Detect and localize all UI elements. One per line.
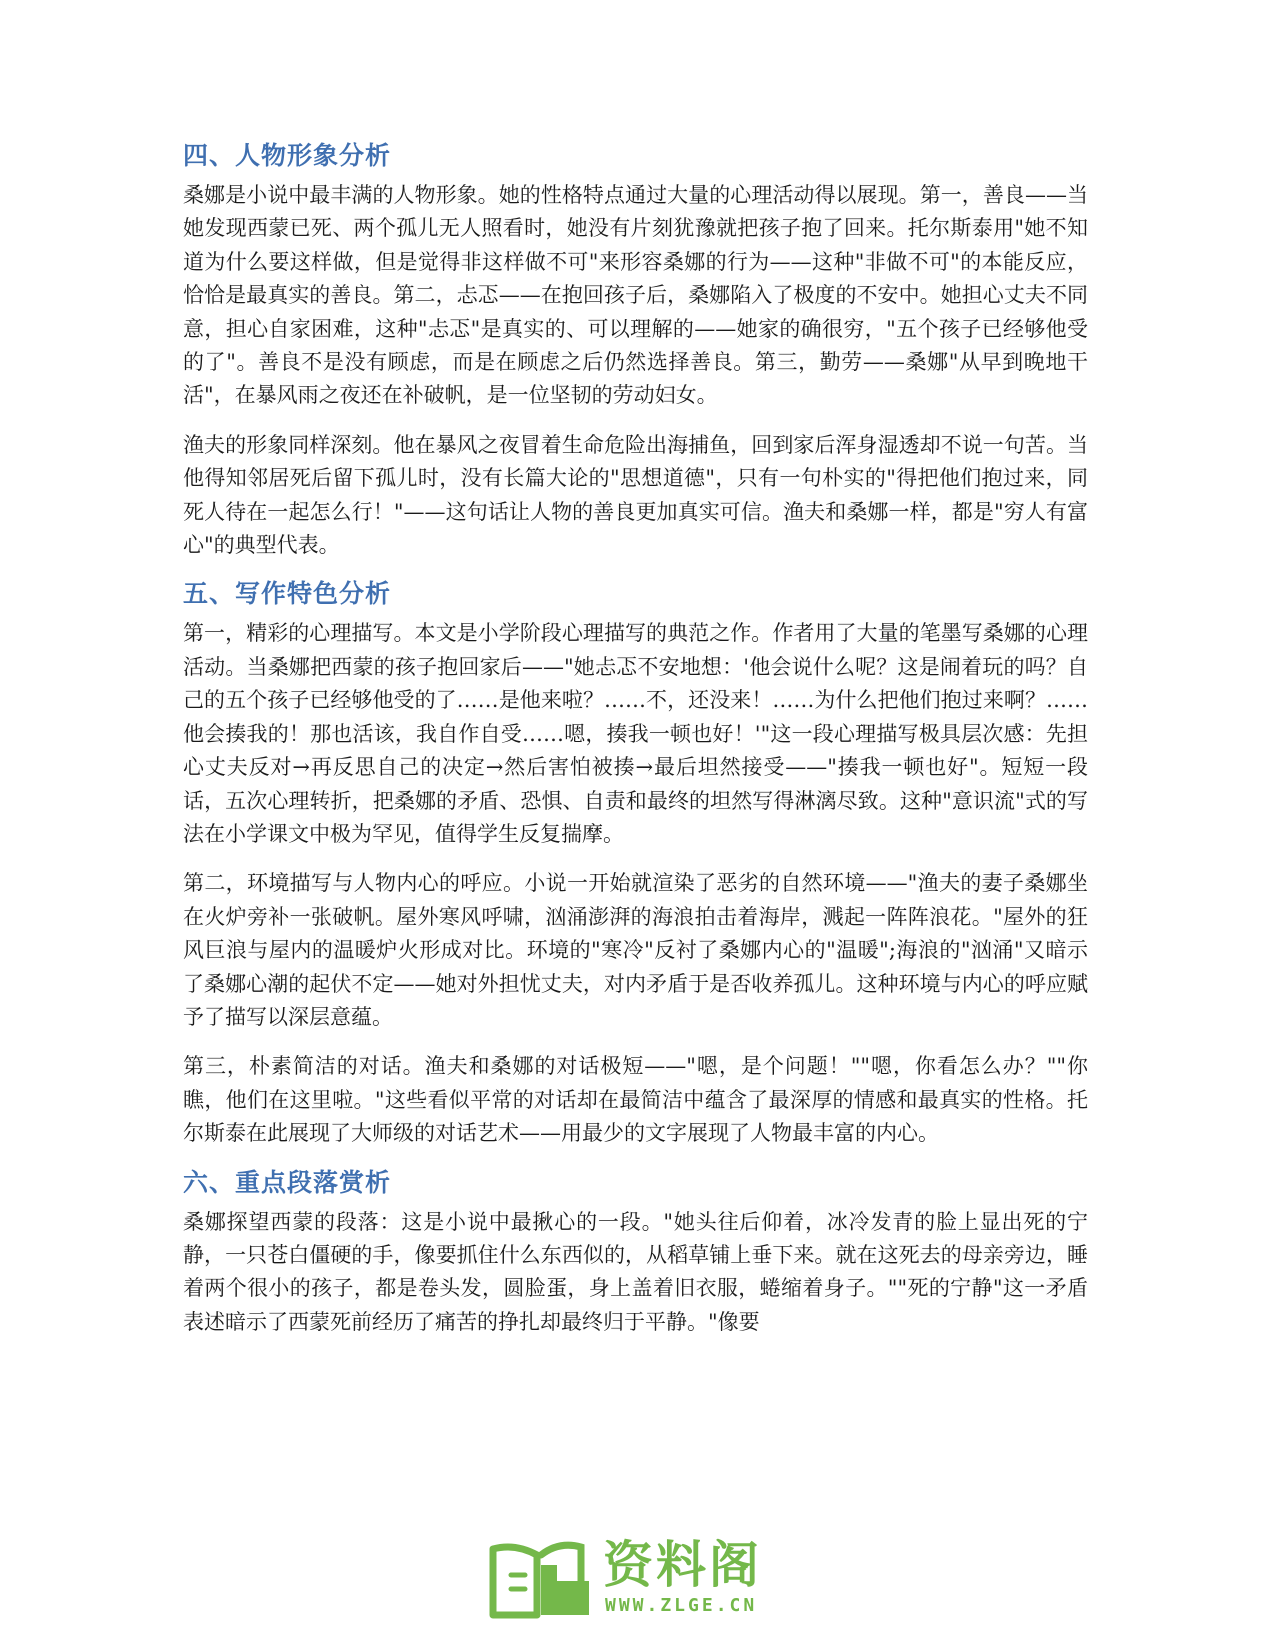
section-heading-character-analysis: 四、人物形象分析 bbox=[183, 141, 392, 170]
logo-name: 资料阁 bbox=[603, 1536, 762, 1594]
paragraph-fisherman: 渔夫的形象同样深刻。他在暴风之夜冒着生命危险出海捕鱼，回到家后浑身湿透却不说一句苦。当他得知邻居死后留下孤儿时，没有长篇大论的"思想道德"，只有一句朴实的"得把他们抱过来，同死人待在一起怎么行！"——这句话让人物的善良更加真实可信。渔夫和桑娜一样，都是"穷人有富心"的典型代表。 bbox=[183, 432, 1088, 558]
paragraph-environment-description: 第二，环境描写与人物内心的呼应。小说一开始就渲染了恶劣的自然环境——"渔夫的妻子桑娜坐在火炉旁补一张破帆。屋外寒风呼啸，汹涌澎湃的海浪拍击着海岸，溅起一阵阵浪花。"屋外的狂风巨浪与屋内的温暖炉火形成对比。环境的"寒冷"反衬了桑娜内心的"温暖";海浪的"汹涌"又暗示了桑娜心潮的起伏不定——她对外担忧丈夫，对内矛盾于是否收养孤儿。这种环境与内心的呼应赋予了描写以深层意蕴。 bbox=[183, 871, 1088, 1029]
book-icon bbox=[485, 1535, 597, 1621]
document-body bbox=[183, 140, 1088, 1355]
paragraph-psychological-description: 第一，精彩的心理描写。本文是小学阶段心理描写的典范之作。作者用了大量的笔墨写桑娜的心理活动。当桑娜把西蒙的孩子抱回家后——"她忐忑不安地想：'他会说什么呢？这是闹着玩的吗？自己的五个孩子已经够他受的了……是他来啦？……不，还没来！……为什么把他们抱过来啊？……他会揍我的！那也活该，我自作自受……嗯，揍我一顿也好！'"这一段心理描写极具层次感：先担心丈夫反对→再反思自己的决定→然后害怕被揍→最后坦然接受——"揍我一顿也好"。短短一段话，五次心理转折，把桑娜的矛盾、恐惧、自责和最终的坦然写得淋漓尽致。这种"意识流"式的写法在小学课文中极为罕见，值得学生反复揣摩。 bbox=[183, 621, 1088, 846]
paragraph-visit-simon: 桑娜探望西蒙的段落：这是小说中最揪心的一段。"她头往后仰着，冰冷发青的脸上显出死的宁静，一只苍白僵硬的手，像要抓住什么东西似的，从稻草铺上垂下来。就在这死去的母亲旁边，睡着两个很小的孩子，都是卷头发，圆脸蛋，身上盖着旧衣服，蜷缩着身子。""死的宁静"这一矛盾表述暗示了西蒙死前经历了痛苦的挣扎却最终归于平静。"像要 bbox=[183, 1209, 1088, 1334]
section-heading-key-paragraphs: 六、重点段落赏析 bbox=[183, 1167, 392, 1197]
paragraph-sangna: 桑娜是小说中最丰满的人物形象。她的性格特点通过大量的心理活动得以展现。第一，善良——当她发现西蒙已死、两个孤儿无人照看时，她没有片刻犹豫就把孩子抱了回来。托尔斯泰用"她不知道为什么要这样做，但是觉得非这样做不可"来形容桑娜的行为——这种"非做不可"的本能反应，恰恰是最真实的善良。第二，忐忑——在抱回孩子后，桑娜陷入了极度的不安中。她担心丈夫不同意，担心自家困难，这种"忐忑"是真实的、可以理解的——她家的确很穷，"五个孩子已经够他受的了"。善良不是没有顾虑，而是在顾虑之后仍然选择善良。第三，勤劳——桑娜"从早到晚地干活"，在暴风雨之夜还在补破帆，是一位坚韧的劳动妇女。 bbox=[183, 183, 1088, 408]
paragraph-dialogue: 第三，朴素简洁的对话。渔夫和桑娜的对话极短——"嗯，是个问题！""嗯，你看怎么办？""你瞧，他们在这里啦。"这些看似平常的对话却在最简洁中蕴含了最深厚的情感和最真实的性格。托尔斯泰在此展现了大师级的对话艺术——用最少的文字展现了人物最丰富的内心。 bbox=[183, 1054, 1088, 1146]
zlge-logo bbox=[485, 1535, 805, 1621]
section-heading-writing-features: 五、写作特色分析 bbox=[183, 579, 392, 609]
logo-url: WWW.ZLGE.CN bbox=[605, 1595, 758, 1616]
